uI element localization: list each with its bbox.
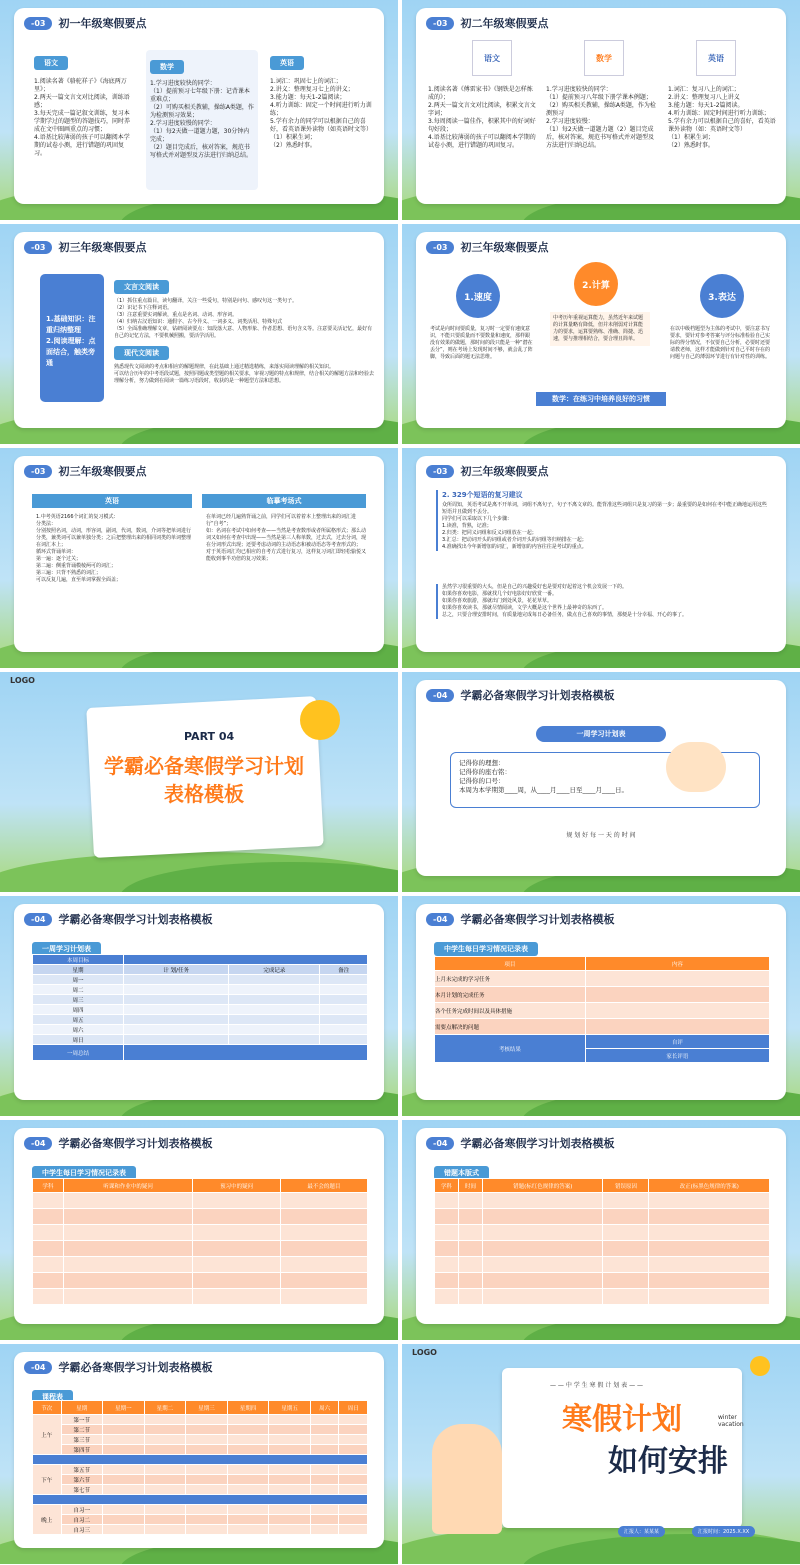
hobby-body: 虽然学习很重要的大头，但是自己的兴趣爱好也是要对好起着这个机会发展一下的。 如果你喜欢电影，那就找几个好电影好好欣赏一番。 如果你喜欢旅游，那就出门到处风景，花花草草。 如果你喜欢读书，那就尽情阅读，文学大概是这个世界上最神奇的东西了。 总之，只要合理安排时间，有质量地完成每日必备任务，做点自己喜欢的事情，那便是十分幸福、开心的事了。 — [436, 584, 770, 619]
slide-card — [14, 904, 384, 1100]
row-label: 本月计划的完成任务 — [435, 987, 586, 1003]
self-eval: 自评 — [585, 1035, 769, 1049]
period-label: 第五节 — [61, 1465, 103, 1475]
section-number: -04 — [24, 1137, 52, 1150]
period-label: 第三节 — [61, 1435, 103, 1445]
cover-title-2: 如何安排 — [608, 1444, 728, 1479]
slide-card — [14, 232, 384, 428]
period-label: 自习一 — [61, 1505, 103, 1515]
column-body-math: 1.学习进度较快的同学： （1）提前预习七年级下册：记背课本重难点； （2）可购买相关教辅，操练A类题，作为检测预习效果； 2.学习进度较慢的同学： （1）每2天做一道题力题，30分钟内完成； （2）题目完成后，核对答案，规范书写格式并对题型及方法进行归纳总结。 — [150, 80, 254, 159]
plan-line: 记得你的口号： — [459, 777, 505, 785]
reporter: 汇报人：某某某 — [618, 1526, 665, 1537]
phrase-subtitle: 2. 329个短语的复习建议 — [442, 491, 523, 499]
col-head: 错题(标红色规律的答案) — [483, 1179, 603, 1193]
col-head: 最不会的题目 — [280, 1179, 367, 1193]
slide-title: 学霸必备寒假学习计划表格模板 — [58, 1361, 213, 1374]
col-head: 备注 — [320, 965, 368, 975]
slide-6[interactable] — [402, 448, 800, 668]
cover-tag: — — 中 学 生 寒 假 计 划 表 — — — [550, 1382, 643, 1389]
logo: LOGO — [10, 676, 35, 685]
slide-4[interactable] — [402, 224, 800, 444]
period-label: 第七节 — [61, 1485, 103, 1495]
section-number: -04 — [24, 1361, 52, 1374]
slide-title: 初三年级寒假要点 — [58, 241, 147, 254]
column-body-chinese: 1.阅读名著《傅雷家书》《钢铁是怎样炼成的》； 2.两天一篇文言文对比阅读，积累文言文字词； 3.每周阅读一篇佳作，积累其中的好词好句好段； 4.语基比较薄弱的孩子可以翻阅本学期的试卷小测，进行错题的巩固复习。 — [428, 86, 536, 149]
phrase-body: 众所周知，英语考试是离不开单词，词组不离句子，句子不离文章的。能背准这些词组只是复习的第一步；最重要的是如何在考中能正确地运用这些短语并且做到不丢分。 同学们可以采取以下几个步骤： 1.读准，背熟，记准； 2.归类：把同义词组和反义词组放在一起； 3.汇总：把动词开头的词组或者介词开头的词组等归纳排在一起； 4.准确找出今年新增加的词汇，新增加的内容往往是考试的重点。 — [442, 502, 768, 550]
col-head: 时间 — [459, 1179, 483, 1193]
slide-title: 初一年级寒假要点 — [58, 17, 147, 30]
slide-title: 学霸必备寒假学习计划表格模板 — [460, 913, 615, 926]
col-head: 听课和作业中的疑问 — [63, 1179, 193, 1193]
col-head: 预习中的疑问 — [193, 1179, 280, 1193]
section-number: -04 — [426, 689, 454, 702]
weekly-table — [32, 954, 368, 1061]
table-chip: 中学生每日学习情况记录表 — [32, 1166, 136, 1180]
section-number: -03 — [426, 465, 454, 478]
col-head: 星期五 — [269, 1401, 311, 1415]
period-label: 第一节 — [61, 1415, 103, 1425]
slide-5[interactable] — [0, 448, 398, 668]
row-label: 周日 — [33, 1035, 124, 1045]
slide-card — [14, 8, 384, 204]
am-label: 上午 — [33, 1415, 62, 1455]
column-body-english: 1.词汇：巩固七上的词汇； 2.讲义：整理复习七上的讲义； 3.能力题：每天1-2篇阅读； 4.听力训练：固定一个时间进行听力训练； 5.学有余力的同学可以根据自己的喜好，看英语课外读物（如英语时文等） （1）积累生词； （2）熟悉时事。 — [270, 78, 373, 149]
english-word: winter — [718, 1414, 737, 1421]
slide-10[interactable] — [402, 896, 800, 1116]
column-head-math: 数学 — [150, 60, 184, 74]
pm-label: 下午 — [33, 1465, 62, 1495]
timetable — [32, 1400, 368, 1535]
slide-title: 初三年级寒假要点 — [460, 465, 549, 478]
column-head-english: 英语 — [696, 40, 736, 76]
col-head: 计 划/任务 — [124, 965, 229, 975]
section-number: -04 — [426, 1137, 454, 1150]
table-chip: 一周学习计划表 — [32, 942, 101, 956]
column-head-english: 英语 — [270, 56, 304, 70]
plan-footer: 规 划 好 每 一 天 的 时 间 — [566, 832, 636, 839]
slide-card — [416, 680, 786, 876]
row-label: 周一 — [33, 975, 124, 985]
english-body: 1.中考英语2166个词汇的复习模式： 分类法： 分别按照名词，动词，形容词，副词，代词，数词，介词等把单词进行分类，兼类词可以兼单独分类；之后把整理出来的相同词类的单词整理在词汇本上； 循环式背诵单词： 第一遍：逐个过关； 第二遍：侧重背诵模棱两可的词汇； 第三遍：只背不熟悉的词汇； 可以反复几遍，直至单词掌握全面盖； — [36, 514, 192, 583]
section-number: -03 — [24, 241, 52, 254]
period-label: 自习三 — [61, 1525, 103, 1535]
col-head: 星期四 — [227, 1401, 269, 1415]
table-chip: 课程表 — [32, 1390, 73, 1404]
col-head: 项目 — [435, 957, 586, 971]
section-number: -03 — [24, 465, 52, 478]
col-head: 学科 — [33, 1179, 64, 1193]
col-head: 星期 — [33, 965, 124, 975]
motto-bar: 数学：在练习中培养良好的习惯 — [536, 392, 666, 406]
eve-label: 晚上 — [33, 1505, 62, 1535]
slide-card — [416, 1128, 786, 1324]
section-number: -04 — [426, 913, 454, 926]
mock-exam-body: 在单词已经几遍熟背诵之前，同学们可以着着本上整理出来的词汇进行“自考”； 如：名词在考试中如何考查——当然是考查数形或者所属格形式；那么动词又如何在考查中出现——当然是第三人称单数，过去式，过去分词，现在分词形式出现；还要考虑动词的主动语态和被动语态等考查形式的； 对于英语词汇均已相应的自考方式进行复习，这样复习词汇即轻松愉悦又能收到事半功倍的复习效果； — [206, 514, 367, 562]
column-head-math: 数学 — [584, 40, 624, 76]
slide-7[interactable] — [0, 672, 398, 892]
slide-card — [416, 8, 786, 204]
express-body: 在以中级档题型为主体的考试中，要注意书写要求，要针对参考答案与评分标准检验自己实际的得分情况，不仅要自己分析，必要时还要请教老师，这样才能做到针对自己平时存在的问题与自己的薄弱环节进行有针对性的训练。 — [670, 326, 771, 360]
mistake-table — [434, 1178, 770, 1305]
row-label: 各个任务完成时间以及具体措施 — [435, 1003, 586, 1019]
row-label: 周三 — [33, 995, 124, 1005]
reading-child-illustration — [666, 742, 726, 792]
slide-title: 学霸必备寒假学习计划表格模板 — [460, 689, 615, 702]
daily-record-table — [434, 956, 770, 1063]
table-chip: 中学生每日学习情况记录表 — [434, 942, 538, 956]
col-head: 周日 — [339, 1401, 368, 1415]
period-label: 第六节 — [61, 1475, 103, 1485]
section-number: -04 — [24, 913, 52, 926]
row-label: 需要点解决的问题 — [435, 1019, 586, 1035]
column-head-chinese: 语文 — [34, 56, 68, 70]
column-body-english: 1.词汇：复习八上的词汇； 2.讲义：整理复习八上讲义 3.能力题：每天1-2篇阅读。 4.听力训练：固定时间进行听力训练； 5.学有余力可以根据自己的喜好，看英语课外读物（如：英语时文等） （1）积累生词； （2）熟悉时事。 — [668, 86, 776, 149]
slide-title: 初二年级寒假要点 — [460, 17, 549, 30]
slide-12[interactable] — [402, 1120, 800, 1340]
col-head: 学科 — [435, 1179, 459, 1193]
slide-13[interactable] — [0, 1344, 398, 1564]
slide-1[interactable] — [0, 0, 398, 220]
period-label: 第四节 — [61, 1445, 103, 1455]
col-head: 星期三 — [186, 1401, 228, 1415]
girl-reading-illustration — [432, 1424, 502, 1534]
side-panel: 1.基础知识：注重归纳整理 2.阅读理解：点面结合，触类旁通 — [40, 274, 104, 402]
part-label: PART 04 — [184, 730, 235, 743]
slide-3[interactable] — [0, 224, 398, 444]
express-circle: 3.表达 — [700, 274, 744, 318]
plan-line: 本周为本学期第____周，从____月____日至____月____日。 — [459, 786, 628, 794]
speed-circle: 1.速度 — [456, 274, 500, 318]
slide-card — [14, 456, 384, 652]
eval-cell: 考核结果 — [435, 1035, 586, 1063]
slide-card — [416, 232, 786, 428]
table-chip: 错题本版式 — [434, 1166, 489, 1180]
section-number: -03 — [426, 17, 454, 30]
report-date: 汇报时间：2025.X.XX — [692, 1526, 755, 1537]
col-head: 节次 — [33, 1401, 62, 1415]
speed-body: 考试是向时间要质量，复习时一定要有速度意识，不能只要质量而不要数量和速度，那样跟没有效果的做题，那时间的段只能是一种“潜在丢分”，则在考场上发现时间不够，就会乱了阵脚，导致后面的题无法思维。 — [430, 326, 533, 360]
section-number: -03 — [426, 241, 454, 254]
section-head-classical: 文言文阅读 — [114, 280, 169, 294]
mock-exam-head: 临摹考场式 — [202, 494, 366, 508]
slide-title: 学霸必备寒假学习计划表格模板 — [460, 1137, 615, 1150]
calc-circle: 2.计算 — [574, 262, 618, 306]
slide-14[interactable] — [402, 1344, 800, 1564]
period-label: 自习二 — [61, 1515, 103, 1525]
column-body-math: 1.学习进度较快的同学： （1）提前预习八年级下册学课本例题； （2）购买相关教辅，操练A类题，作为检测预习 2.学习进度较慢： （1）每2天做一道题力题（2）题目完成后，核对答案，规范书写格式并对题型及方法进行归纳总结。 — [546, 86, 656, 149]
row-label: 周五 — [33, 1015, 124, 1025]
english-word: vacation — [718, 1421, 744, 1428]
english-head: 英语 — [32, 494, 192, 508]
slide-title: 初三年级寒假要点 — [58, 465, 147, 478]
period-label: 第二节 — [61, 1425, 103, 1435]
section-number: -03 — [24, 17, 52, 30]
column-head-chinese: 语文 — [472, 40, 512, 76]
row-label: 周四 — [33, 1005, 124, 1015]
slide-card — [416, 456, 786, 652]
col-head: 完成记录 — [229, 965, 320, 975]
col-head: 错误原因 — [603, 1179, 649, 1193]
col-head: 星期二 — [144, 1401, 186, 1415]
col-head: 改正(标黑色规律的答案) — [649, 1179, 770, 1193]
slide-9[interactable] — [0, 896, 398, 1116]
slide-2[interactable] — [402, 0, 800, 220]
slide-card — [14, 1128, 384, 1324]
row-label: 上月未完成的学习任务 — [435, 971, 586, 987]
section-body-classical: （1）抓住重点篇目，读句翻译，关注一些爱句，特别是问句、感叹句这一类句子。 （2）识记书下注释词语。 （3）注意重要实词解读，重点是名词、动词、形容词。 （4）归纳古汉语知识：通假字、古今异义、一词多义、词类活用、特殊句式 （5）全面准确理解文章，钻研阅读要点：知段落大意、人物形象、作者思想、语句含义等。注意要灵活记忆，最好有自己的记忆方法，不要机械照搬，要活学活用。 — [114, 298, 373, 339]
slide-title: 学霸必备寒假学习计划表格模板 — [58, 1137, 213, 1150]
sun-icon — [300, 700, 340, 740]
section-body-modern: 熟悉现代文阅读的考点和相应的解题规律，在此基础上通过精选精练，来落实阅读理解的相关知识。 可以结合历年的中考语段试题，按照同题或类型题的相关要求，审视习题的特点和规律，结合相关的解题方法和经验去理解分析，努力做到在阅读一篇练习语段时，收获的是一种题型方法和思想。 — [114, 364, 375, 384]
slide-title: 初三年级寒假要点 — [460, 241, 549, 254]
calc-body: 中考历年重视运算能力，虽然近年来试题的计算量略有降低，但并未削弱对计算能力的要求，运算要熟练、准确、简捷、迅速，要与推理相结合，要合理且简单。 — [550, 312, 650, 346]
plan-line: 记得你的理想： — [459, 759, 505, 767]
question-table — [32, 1178, 368, 1305]
slide-8[interactable] — [402, 672, 800, 892]
goal-cell: 本周目标 — [33, 955, 124, 965]
col-head: 内容 — [585, 957, 769, 971]
part-title: 学霸必备寒假学习计划表格模板 — [104, 754, 304, 806]
slide-card — [416, 904, 786, 1100]
sun-icon — [750, 1356, 770, 1376]
section-head-modern: 现代文阅读 — [114, 346, 169, 360]
col-head: 周六 — [310, 1401, 339, 1415]
row-label: 周二 — [33, 985, 124, 995]
cover-title-1: 寒假计划 — [562, 1402, 682, 1437]
col-head: 星期一 — [103, 1401, 145, 1415]
parent-eval: 家长评语 — [585, 1049, 769, 1063]
plan-chip: 一周学习计划表 — [536, 726, 666, 742]
slide-title: 学霸必备寒假学习计划表格模板 — [58, 913, 213, 926]
col-head: 星期 — [61, 1401, 103, 1415]
slide-11[interactable] — [0, 1120, 398, 1340]
plan-line: 记得你的座右铭： — [459, 768, 511, 776]
slide-card — [14, 1352, 384, 1548]
summary-cell: 一周总结 — [33, 1045, 124, 1061]
column-body-chinese: 1.阅读名著《骆驼祥子》《海底两万里》； 2.两天一篇文言文对比阅读，训练语感； 3.每天完成一篇记叙文训练，复习本学期学过的题型的答题技巧，同时养成在文中圈画重点的习惯； 4.语基比较薄弱的孩子可以翻阅本学期的试卷小测，进行错题的巩固复习。 — [34, 78, 131, 157]
row-label: 周六 — [33, 1025, 124, 1035]
logo: LOGO — [412, 1348, 437, 1357]
